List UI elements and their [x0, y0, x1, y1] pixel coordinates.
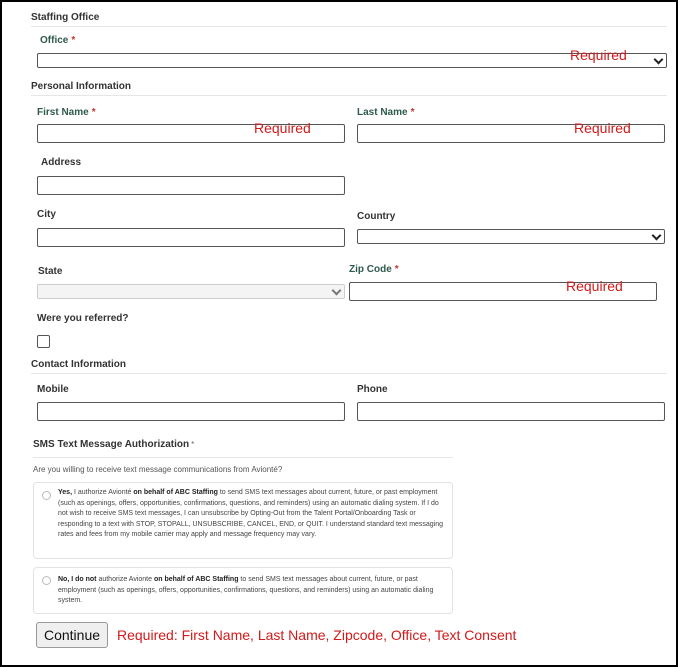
sms-yes-text-part2: to send SMS text messages about current, future, or past employment (such as openings, offers, opportunities, confirmations, questions, and reminders) using an automatic dialing system. If I do not wish to receive SMS text messages, I can unsubscribe by Opting-Out from the Talent Portal/Onboarding Task or responding to a text with STOP, STOPALL, UNSUBSCRIBE, CANCEL, END, or QUIT. I understand standard text messaging rates and fees from my mobile carrier may apply and message frequency may vary.: [58, 489, 444, 538]
required-summary: Required: First Name, Last Name, Zipcode, Office, Text Consent: [117, 627, 517, 643]
divider: [31, 26, 667, 27]
divider: [33, 457, 453, 458]
zip-code-label: [349, 264, 399, 275]
sms-no-radio[interactable]: [42, 576, 51, 585]
first-name-required-note: Required: [254, 120, 311, 136]
country-label: Country: [357, 211, 396, 222]
sms-no-text: [58, 575, 446, 607]
address-input[interactable]: [37, 176, 345, 195]
office-label-text: Office: [40, 35, 69, 46]
personal-information-heading: Personal Information: [31, 81, 132, 92]
sms-no-text-part1: authorize Avionte: [96, 576, 154, 583]
sms-question: Are you willing to receive text message communications from Avionté?: [33, 465, 283, 474]
required-star: *: [410, 107, 415, 118]
city-input[interactable]: [37, 228, 345, 247]
address-label: Address: [41, 157, 82, 168]
chevron-down-icon: [654, 54, 664, 64]
chevron-down-icon: [652, 230, 662, 240]
state-select[interactable]: [37, 284, 345, 299]
continue-button[interactable]: Continue: [36, 622, 108, 648]
mobile-input[interactable]: [37, 402, 345, 421]
sms-yes-lead: Yes,: [58, 489, 73, 496]
sms-no-lead: No, I do not: [58, 576, 97, 583]
staffing-office-heading: Staffing Office: [31, 12, 100, 23]
chevron-down-icon: [332, 285, 342, 295]
phone-label: Phone: [357, 384, 388, 395]
sms-no-option[interactable]: [33, 567, 453, 614]
sms-no-entity: on behalf of ABC Staffing: [153, 576, 239, 583]
divider: [31, 95, 667, 96]
contact-information-heading: Contact Information: [31, 359, 126, 370]
sms-yes-option[interactable]: [33, 482, 453, 559]
sms-required-mark: *: [191, 440, 195, 449]
sms-no-text-part2: to send SMS text messages about current, future, or past employment (such as openings, offers, opportunities, confirmations, questions, and reminders) using an automatic dialing system.: [58, 576, 434, 604]
required-star: *: [394, 264, 399, 275]
office-label: [40, 35, 75, 46]
required-star: *: [91, 107, 96, 118]
office-required-note: Required: [570, 47, 627, 63]
zip-code-label-text: Zip Code: [349, 264, 392, 275]
state-label: State: [38, 266, 63, 277]
required-star: *: [71, 35, 76, 46]
country-select[interactable]: [357, 229, 665, 244]
sms-authorization-title: SMS Text Message Authorization: [33, 439, 190, 450]
sms-authorization-heading: [33, 439, 194, 450]
sms-yes-text-part1: I authorize Avionté: [72, 489, 134, 496]
zip-code-required-note: Required: [566, 278, 623, 294]
mobile-label: Mobile: [37, 384, 69, 395]
sms-yes-entity: on behalf of ABC Staffing: [133, 489, 218, 496]
last-name-label: [357, 107, 414, 118]
city-label: City: [37, 209, 56, 220]
first-name-label: [37, 107, 96, 118]
first-name-label-text: First Name: [37, 107, 89, 118]
last-name-required-note: Required: [574, 120, 631, 136]
divider: [31, 373, 667, 374]
phone-input[interactable]: [357, 402, 665, 421]
sms-yes-text: [58, 488, 446, 541]
referred-checkbox[interactable]: [37, 335, 50, 348]
referred-label: Were you referred?: [37, 313, 129, 324]
sms-yes-radio[interactable]: [42, 491, 51, 500]
last-name-label-text: Last Name: [357, 107, 408, 118]
